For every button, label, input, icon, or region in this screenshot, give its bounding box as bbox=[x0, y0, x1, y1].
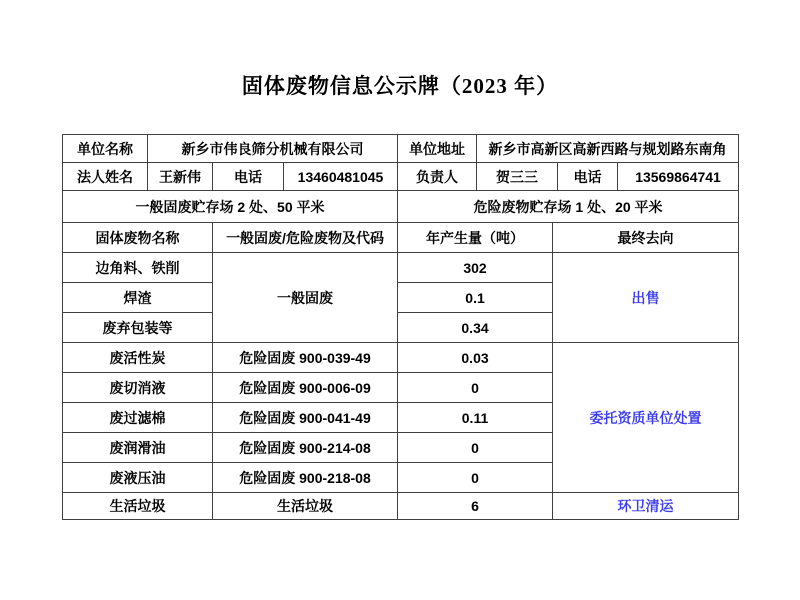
waste-amount: 0 bbox=[398, 373, 553, 403]
unit-address-label: 单位地址 bbox=[398, 135, 477, 163]
waste-destination: 出售 bbox=[553, 253, 739, 343]
waste-type: 危险固废 900-006-09 bbox=[213, 373, 398, 403]
waste-name: 废弃包装等 bbox=[63, 313, 213, 343]
waste-info-table bbox=[62, 134, 739, 520]
waste-name: 废切消液 bbox=[63, 373, 213, 403]
waste-amount: 302 bbox=[398, 253, 553, 283]
waste-name: 废液压油 bbox=[63, 463, 213, 493]
phone2-label: 电话 bbox=[558, 163, 618, 191]
waste-name: 废过滤棉 bbox=[63, 403, 213, 433]
waste-amount: 0.11 bbox=[398, 403, 553, 433]
waste-row bbox=[63, 343, 739, 373]
waste-header-row bbox=[63, 223, 739, 253]
page-title: 固体废物信息公示牌（2023 年） bbox=[241, 74, 559, 98]
legal-person-value: 王新伟 bbox=[148, 163, 213, 191]
waste-row bbox=[63, 253, 739, 283]
waste-type: 一般固废 bbox=[213, 253, 398, 343]
hazard-storage-cell: 危险废物贮存场 1 处、20 平米 bbox=[398, 191, 739, 223]
storage-row bbox=[63, 191, 739, 223]
waste-amount: 0.1 bbox=[398, 283, 553, 313]
header-waste-code: 一般固废/危险废物及代码 bbox=[213, 223, 398, 253]
waste-name: 废润滑油 bbox=[63, 433, 213, 463]
unit-address-value: 新乡市高新区高新西路与规划路东南角 bbox=[477, 135, 739, 163]
waste-type: 危险固废 900-214-08 bbox=[213, 433, 398, 463]
waste-amount: 6 bbox=[398, 493, 553, 520]
phone1-value: 13460481045 bbox=[284, 163, 398, 191]
waste-type: 危险固废 900-039-49 bbox=[213, 343, 398, 373]
unit-name-value: 新乡市伟良筛分机械有限公司 bbox=[148, 135, 398, 163]
waste-type: 危险固废 900-041-49 bbox=[213, 403, 398, 433]
header-waste-name: 固体废物名称 bbox=[63, 223, 213, 253]
contacts-row bbox=[63, 163, 739, 191]
waste-row bbox=[63, 493, 739, 520]
waste-name: 生活垃圾 bbox=[63, 493, 213, 520]
phone1-label: 电话 bbox=[213, 163, 284, 191]
waste-amount: 0 bbox=[398, 463, 553, 493]
waste-name: 焊渣 bbox=[63, 283, 213, 313]
unit-name-label: 单位名称 bbox=[63, 135, 148, 163]
header-annual-amount: 年产生量（吨） bbox=[398, 223, 553, 253]
manager-value: 贺三三 bbox=[477, 163, 558, 191]
waste-destination: 环卫清运 bbox=[553, 493, 739, 520]
waste-amount: 0.03 bbox=[398, 343, 553, 373]
waste-destination: 委托资质单位处置 bbox=[553, 343, 739, 493]
waste-amount: 0 bbox=[398, 433, 553, 463]
header-destination: 最终去向 bbox=[553, 223, 739, 253]
manager-label: 负责人 bbox=[398, 163, 477, 191]
phone2-value: 13569864741 bbox=[618, 163, 739, 191]
waste-type: 生活垃圾 bbox=[213, 493, 398, 520]
waste-type: 危险固废 900-218-08 bbox=[213, 463, 398, 493]
waste-name: 边角料、铁削 bbox=[63, 253, 213, 283]
waste-amount: 0.34 bbox=[398, 313, 553, 343]
legal-person-label: 法人姓名 bbox=[63, 163, 148, 191]
waste-name: 废活性炭 bbox=[63, 343, 213, 373]
general-storage-cell: 一般固废贮存场 2 处、50 平米 bbox=[63, 191, 398, 223]
unit-info-row bbox=[63, 135, 739, 163]
